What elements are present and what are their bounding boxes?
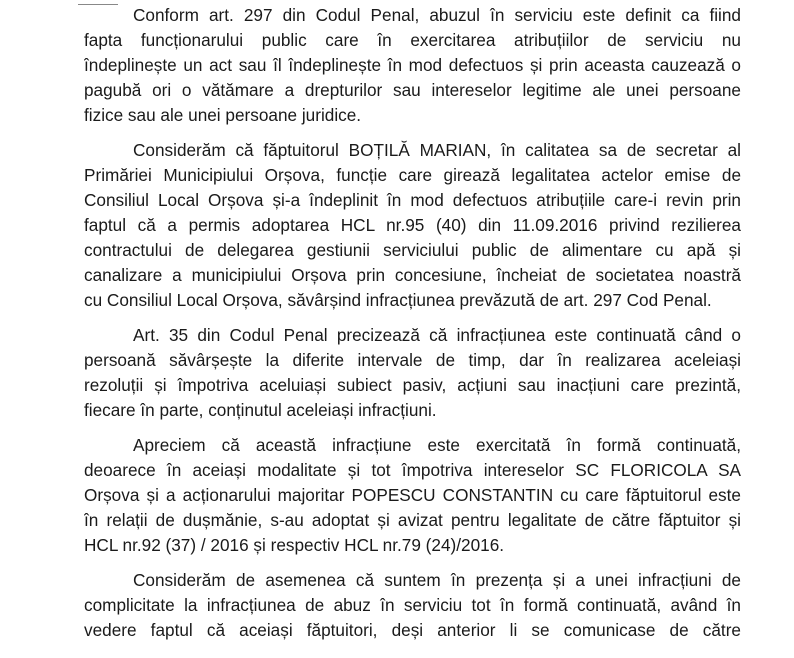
text-line: vedere faptul că aceiași făptuitori, deși anterior li se comunicase de către [84, 620, 741, 640]
page-edge-mark [78, 0, 118, 5]
text-line: Considerăm că făptuitorul BOȚILĂ MARIAN, în calitatea sa de secretar al [133, 140, 741, 160]
text-line: complicitate la infracțiunea de abuz în serviciu tot în formă continuată, având în [84, 595, 741, 615]
text-line: deoarece în aceiași modalitate și tot împotriva intereselor SC FLORICOLA SA [84, 460, 741, 480]
text-line: faptul că a permis adoptarea HCL nr.95 (40) din 11.09.2016 privind rezilierea [84, 215, 741, 235]
text-line: persoană săvârșește la diferite intervale de timp, dar în realizarea aceleiași [84, 350, 741, 370]
text-line: Consiliul Local Orșova și-a îndeplinit în mod defectuos atribuțiile care-i revin prin [84, 190, 741, 210]
text-line: pagubă ori o vătămare a drepturilor sau intereselor legitime ale unei persoane [84, 80, 741, 100]
text-line: în relații de dușmănie, s-au adoptat și avizat pentru legalitate de către făptuitor și [84, 510, 741, 530]
text-line: Apreciem că această infracțiune este exercitată în formă continuată, [133, 435, 741, 455]
text-line: Conform art. 297 din Codul Penal, abuzul în serviciu este definit ca fiind [133, 5, 741, 25]
text-line: îndeplinește un act sau îl îndeplinește în mod defectuos și prin aceasta cauzează o [84, 55, 741, 75]
text-line: Art. 35 din Codul Penal precizează că infracțiunea este continuată când o [133, 325, 741, 345]
text-line: cu Consiliul Local Orșova, săvârșind infracțiunea prevăzută de art. 297 Cod Penal. [84, 290, 712, 310]
text-line: contractului de delegarea gestiunii serviciului public de alimentare cu apă și [84, 240, 741, 260]
text-line: fizice sau ale unei persoane juridice. [84, 105, 362, 125]
text-line: rezoluții și împotriva aceluiași subiect pasiv, acțiuni sau inacțiuni care prezintă, [84, 375, 741, 395]
text-line: HCL nr.92 (37) / 2016 și respectiv HCL nr.79 (24)/2016. [84, 535, 505, 555]
text-line: Considerăm de asemenea că suntem în prezența și a unei infracțiuni de [133, 570, 741, 590]
text-line: Primăriei Municipiului Orșova, funcție care girează legalitatea actelor emise de [84, 165, 741, 185]
text-line: fapta funcționarului public care în exercitarea atribuțiilor de serviciu nu [84, 30, 741, 50]
text-line: Orșova și a acționarului majoritar POPESCU CONSTANTIN cu care făptuitorul este [84, 485, 741, 505]
text-line: fiecare în parte, conținutul aceleiași infracțiuni. [84, 400, 437, 420]
text-line: canalizare a municipiului Orșova prin concesiune, încheiat de societatea noastră [84, 265, 741, 285]
